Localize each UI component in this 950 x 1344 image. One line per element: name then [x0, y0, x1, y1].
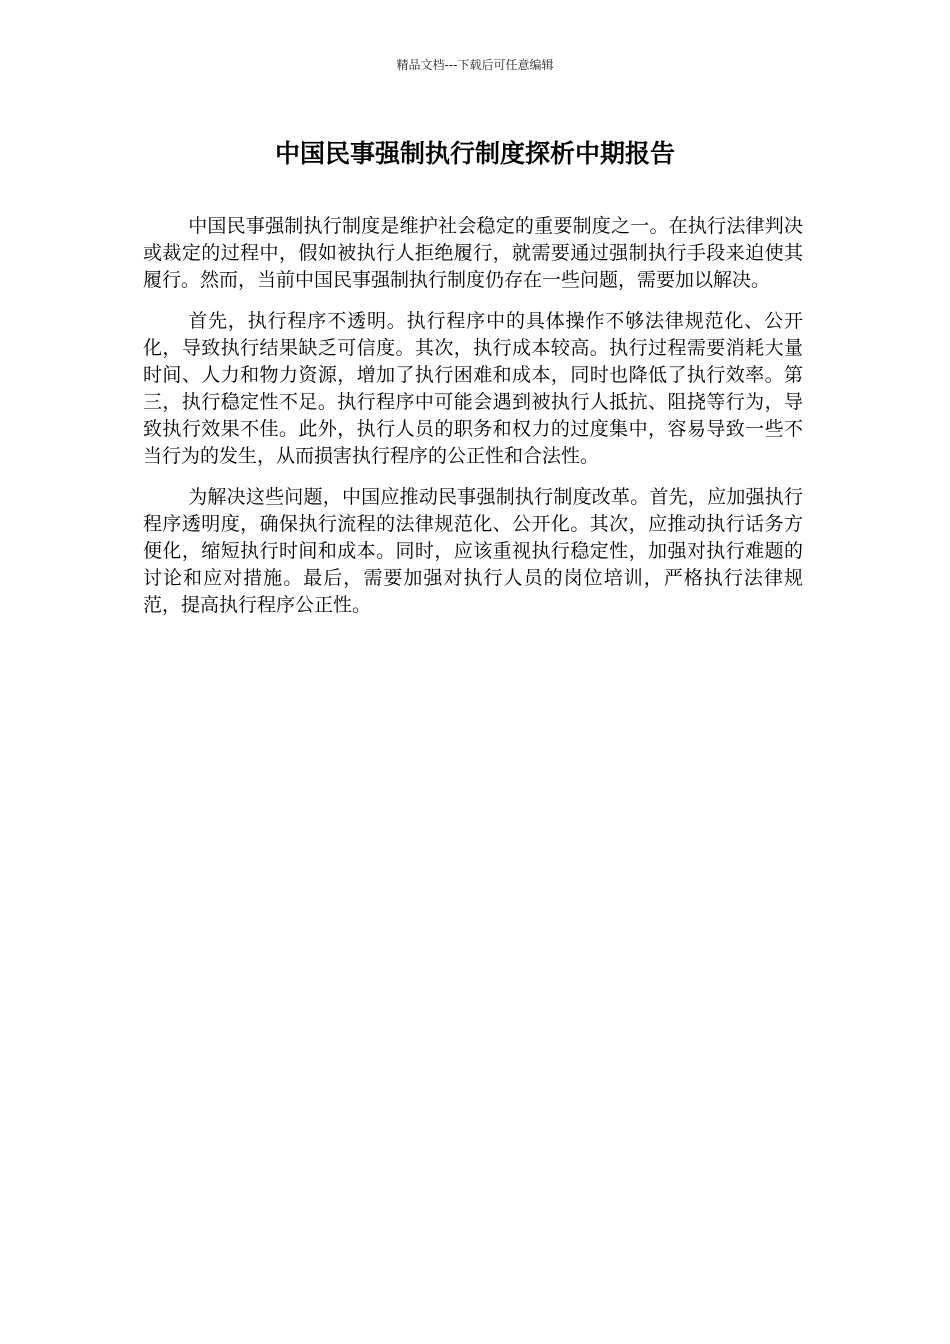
document-body: [143, 213, 803, 633]
document-title: 中国民事强制执行制度探析中期报告: [274, 139, 675, 168]
paragraph-problems: 首先，执行程序不透明。执行程序中的具体操作不够法律规范化、公开化，导致执行结果缺乏可信度。其次，执行成本较高。执行过程需要消耗大量时间、人力和物力资源，增加了执行困难和成本，同时也降低了执行效率。第三，执行稳定性不足。执行程序中可能会遇到被执行人抵抗、阻挠等行为，导致执行效果不佳。此外，执行人员的职务和权力的过度集中，容易导致一些不当行为的发生，从而损害执行程序的公正性和合法性。: [143, 310, 803, 467]
paragraph-intro: 中国民事强制执行制度是维护社会稳定的重要制度之一。在执行法律判决或裁定的过程中，假如被执行人拒绝履行，就需要通过强制执行手段来迫使其履行。然而，当前中国民事强制执行制度仍存在一些问题，需要加以解决。: [143, 215, 803, 291]
header-note: 精品文档---下载后可任意编辑: [396, 58, 554, 72]
paragraph-solutions: 为解决这些问题，中国应推动民事强制执行制度改革。首先，应加强执行程序透明度，确保执行流程的法律规范化、公开化。其次，应推动执行话务方便化，缩短执行时间和成本。同时，应该重视执行稳定性，加强对执行难题的讨论和应对措施。最后，需要加强对执行人员的岗位培训，严格执行法律规范，提高执行程序公正性。: [143, 486, 803, 616]
